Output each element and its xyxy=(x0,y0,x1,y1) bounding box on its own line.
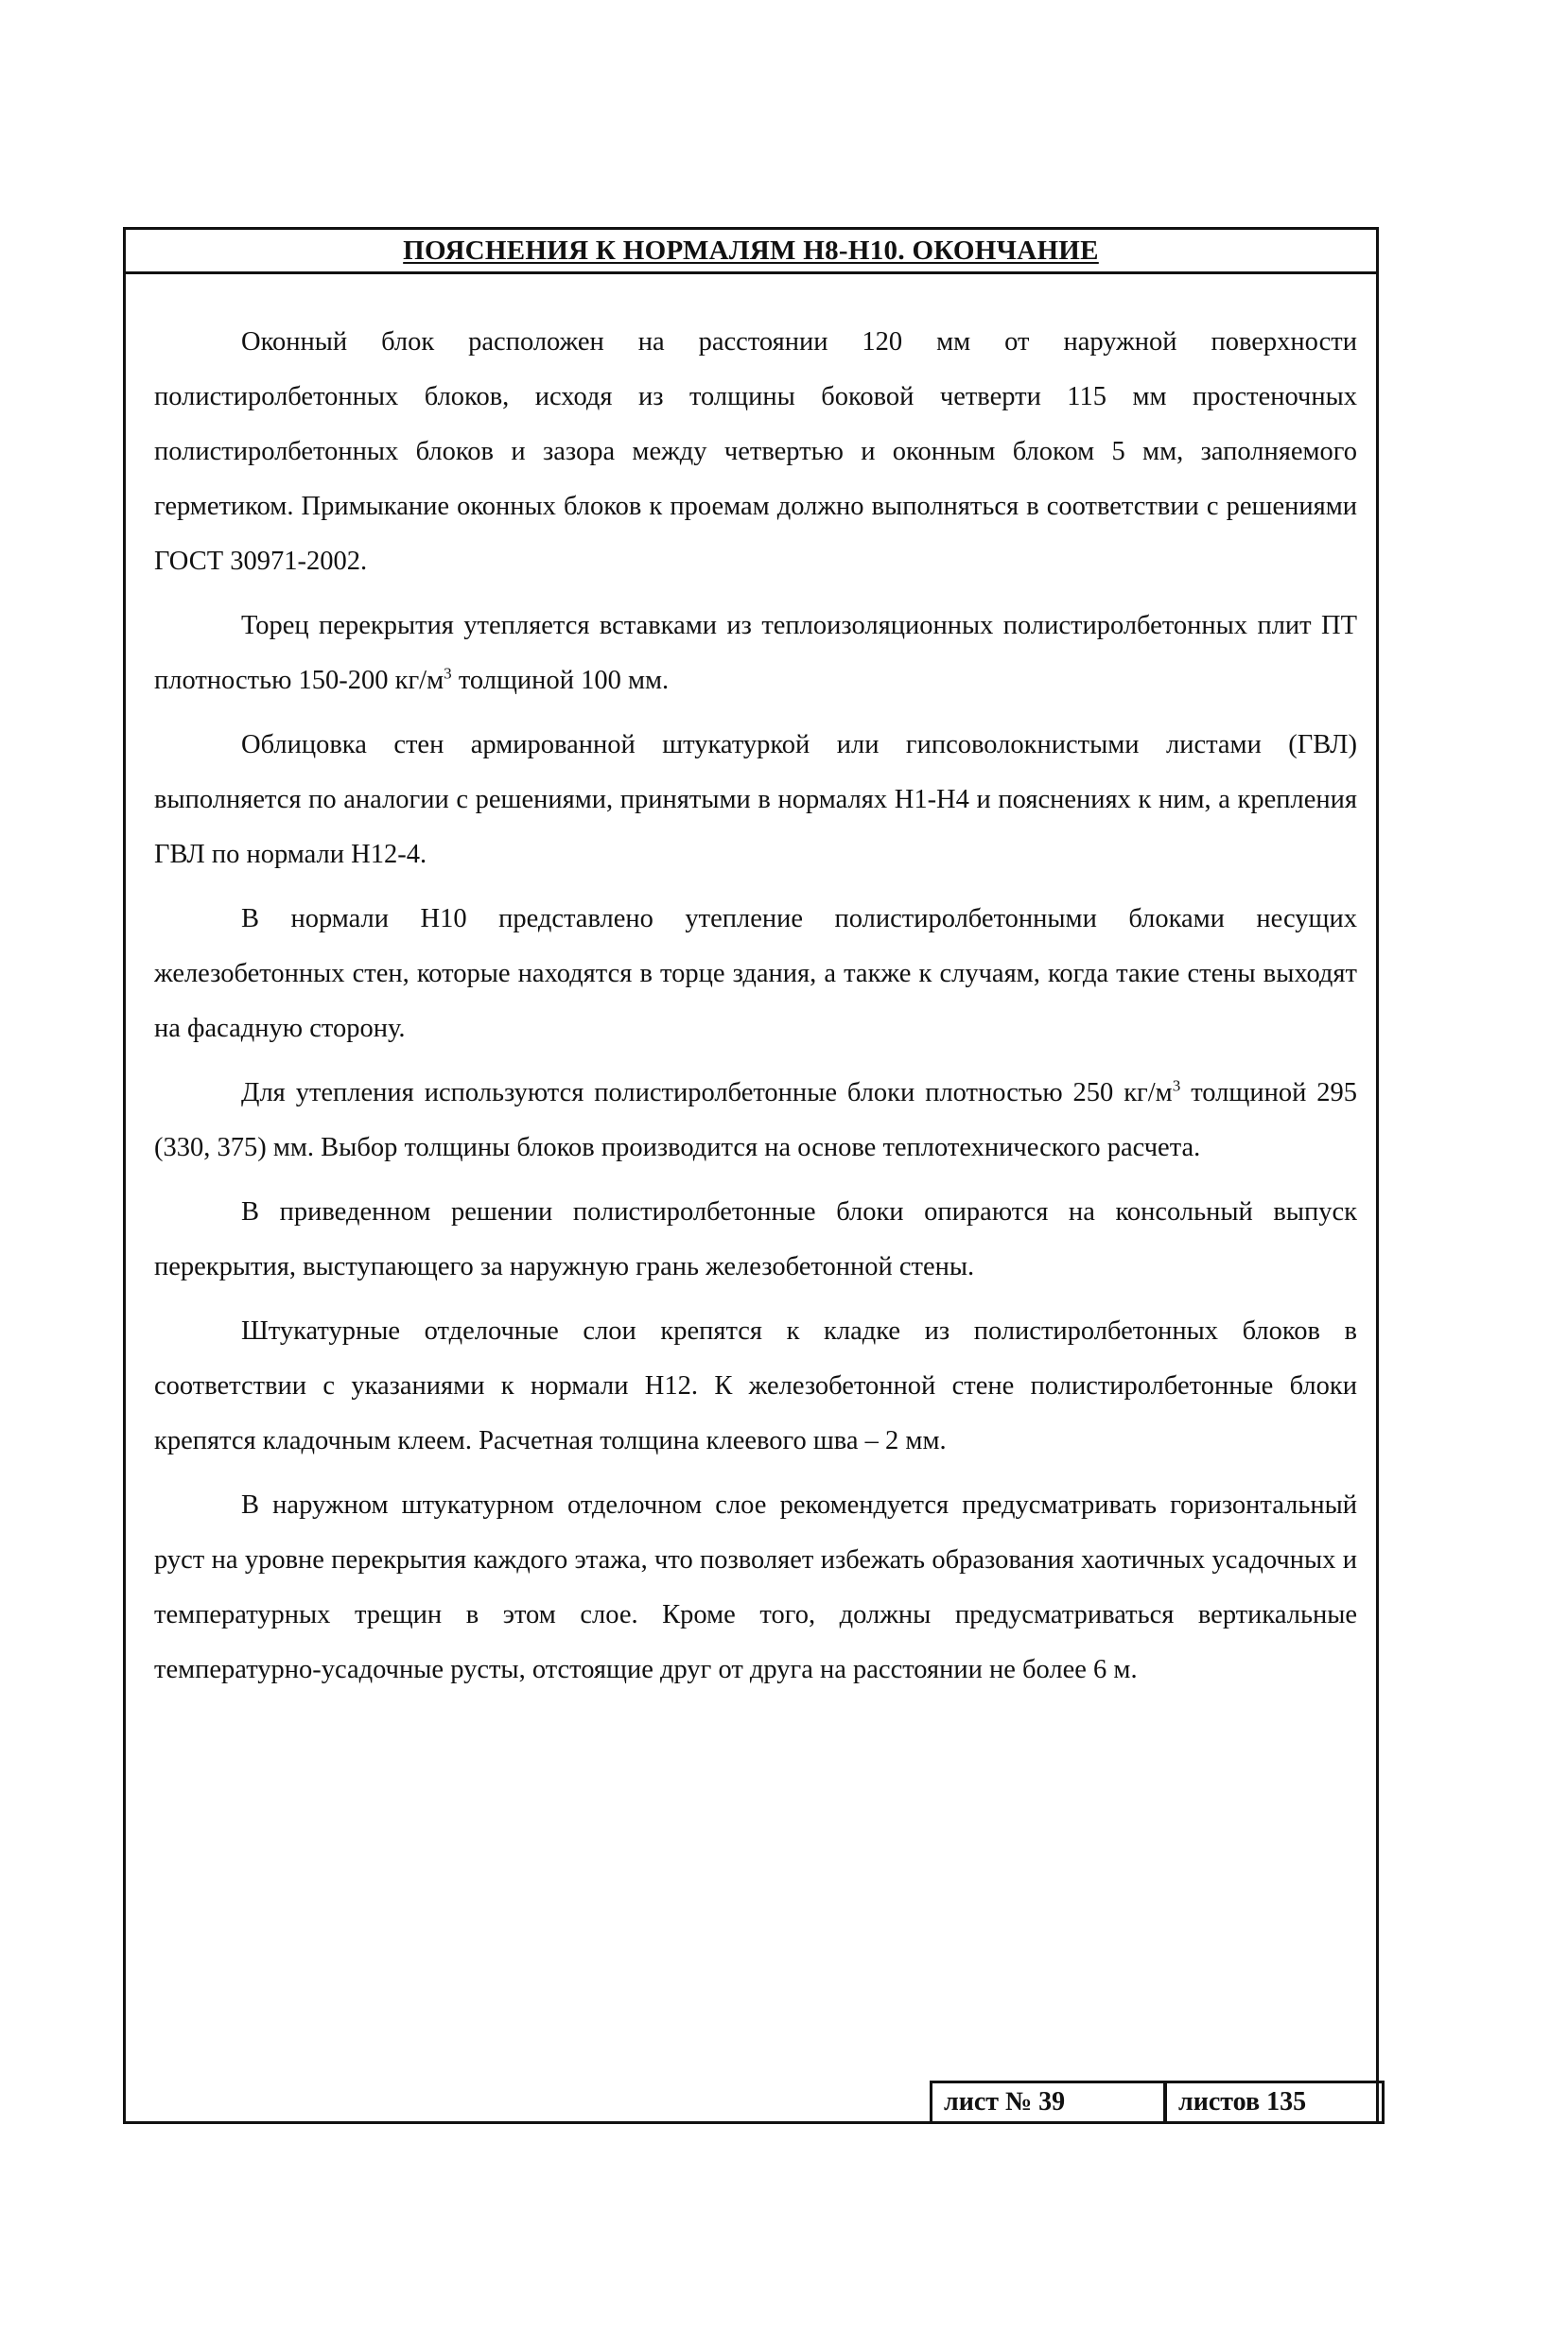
superscript: 3 xyxy=(1172,1076,1181,1095)
paragraph: В нормали Н10 представлено утепление полистиролбетонными блоками несущих железобетонных стен, которые находятся в торце здания, а также к случаям, когда такие стены выходят на фасадную сторону. xyxy=(154,904,1357,1043)
paragraph-text: толщиной 100 мм. xyxy=(451,666,670,695)
paragraph: В приведенном решении полистиролбетонные блоки опираются на консольный выпуск перекрытия, выступающего за наружную грань железобетонной стены. xyxy=(154,1197,1357,1281)
page-title: ПОЯСНЕНИЯ К НОРМАЛЯМ Н8-Н10. ОКОНЧАНИЕ xyxy=(126,230,1376,274)
paragraph-text: толщиной 295 (330, 375) мм. Выбор толщины блоков производится на основе теплотехнического расчета. xyxy=(154,1078,1357,1162)
paragraph: Штукатурные отделочные слои крепятся к кладке из полистиролбетонных блоков в соответствии с указаниями к нормали Н12. К железобетонной стене полистиролбетонные блоки крепятся кладочным клеем. Расчетная толщина клеевого шва – 2 мм. xyxy=(154,1316,1357,1455)
sheet-number-box: лист № 39 xyxy=(930,2081,1166,2124)
paragraph: Оконный блок расположен на расстоянии 120 мм от наружной поверхности полистиролбетонных блоков, исходя из толщины боковой четверти 115 мм простеночных полистиролбетонных блоков и зазора между четвертью и оконным блоком 5 мм, заполняемого герметиком. Примыкание оконных блоков к проемам должно выполняться в соответствии с решениями ГОСТ 30971-2002. xyxy=(154,327,1357,576)
paragraph xyxy=(154,599,1357,708)
superscript: 3 xyxy=(444,664,452,683)
page-frame xyxy=(123,227,1379,2124)
paragraph-text: Торец перекрытия утепляется вставками из теплоизоляционных полистиролбетонных плит ПТ плотностью 150-200 кг/м xyxy=(154,611,1357,695)
paragraph xyxy=(154,1066,1357,1176)
paragraph: Облицовка стен армированной штукатуркой или гипсоволокнистыми листами (ГВЛ) выполняется по аналогии с решениями, принятыми в нормалях Н1-Н4 и пояснениях к ним, а крепления ГВЛ по нормали Н12-4. xyxy=(154,730,1357,869)
paragraph-text: Для утепления используются полистиролбетонные блоки плотностью 250 кг/м xyxy=(241,1078,1173,1107)
body-text xyxy=(154,315,1357,1707)
paragraph: В наружном штукатурном отделочном слое рекомендуется предусматривать горизонтальный руст на уровне перекрытия каждого этажа, что позволяет избежать образования хаотичных усадочных и температурных трещин в этом слое. Кроме того, должны предусматриваться вертикальные температурно-усадочные русты, отстоящие друг от друга на расстоянии не более 6 м. xyxy=(154,1490,1357,1684)
sheet-total-box: листов 135 xyxy=(1164,2081,1385,2124)
